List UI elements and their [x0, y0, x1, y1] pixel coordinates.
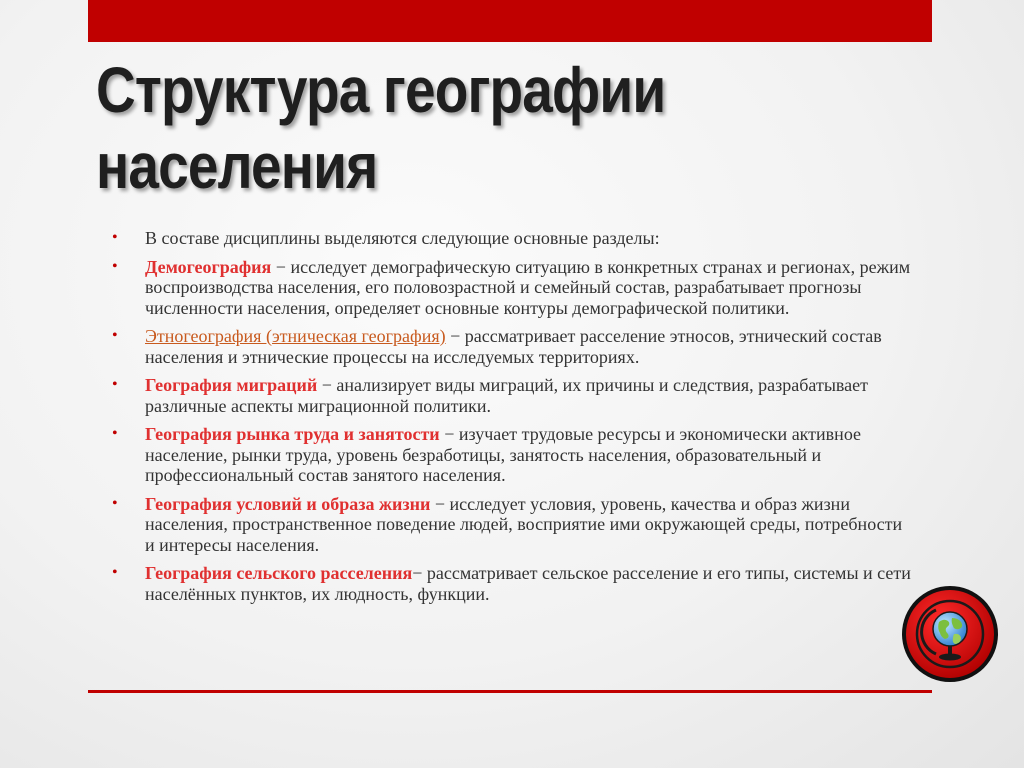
- list-item-demography: [112, 257, 912, 319]
- bullet-icon: •: [112, 327, 118, 344]
- description-ethnogeography: − рассматривает расселение этносов, этнический состав населения и этнические процессы на исследуемых территориях.: [145, 326, 882, 367]
- term-living-conditions: География условий и образа жизни: [145, 493, 431, 514]
- description-rural-settlement: − рассматривает сельское расселение и его типы, системы и сети населённых пунктов, их людность, функции.: [145, 563, 911, 604]
- bullet-icon: •: [112, 376, 118, 393]
- bullet-list: [112, 228, 912, 612]
- term-rural-settlement: География сельского расселения: [145, 563, 413, 583]
- slide-title: Структура географии населения: [96, 54, 666, 202]
- bullet-icon: •: [112, 257, 118, 275]
- term-demography: Демогеография: [145, 256, 272, 277]
- description-demography: − исследует демографическую ситуацию в конкретных странах и регионах, режим воспроизводства населения, его половозрастной и семейный состав, разрабатывает прогнозы численности населения, определяет основные контуры демографической политики.: [145, 256, 911, 318]
- globe-icon: [900, 584, 1000, 684]
- list-item-labor-market: [112, 424, 912, 486]
- intro-text: В составе дисциплины выделяются следующие основные разделы:: [145, 228, 660, 248]
- top-accent-bar: [88, 0, 932, 42]
- term-labor-market: География рынка труда и занятости: [145, 424, 440, 444]
- list-item-living-conditions: [112, 494, 912, 556]
- bullet-icon: •: [112, 564, 118, 581]
- description-labor-market: − изучает трудовые ресурсы и экономически активное население, рынки труда, уровень безработицы, занятость населения, образовательный и профессиональный состав занятого населения.: [145, 424, 862, 485]
- description-living-conditions: − исследует условия, уровень, качества и образ жизни населения, пространственное поведение людей, восприятие ими окружающей среды, потребности и интересы населения.: [145, 493, 903, 555]
- list-item-intro: [112, 228, 912, 249]
- list-item-migration: [112, 375, 912, 416]
- list-item-rural-settlement: [112, 563, 912, 604]
- list-item-ethnogeography: [112, 326, 912, 367]
- bullet-icon: •: [112, 425, 118, 442]
- term-migration: География миграций: [145, 375, 318, 395]
- term-ethnogeography-link[interactable]: Этногеография (этническая география): [145, 326, 446, 346]
- bullet-icon: •: [112, 229, 118, 246]
- bullet-icon: •: [112, 494, 118, 512]
- bottom-divider: [88, 690, 932, 693]
- description-migration: − анализирует виды миграций, их причины и следствия, разрабатывает различные аспекты миграционной политики.: [145, 375, 869, 416]
- globe-badge: [900, 584, 1000, 684]
